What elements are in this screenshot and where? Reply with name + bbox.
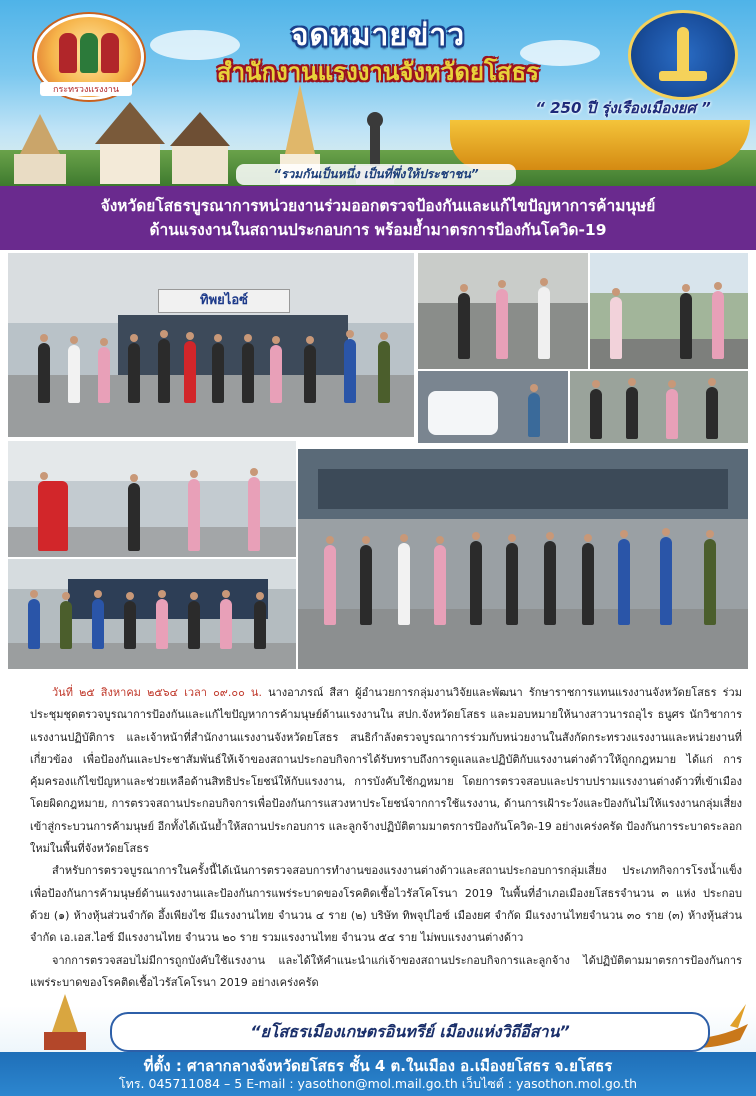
photo-group-factory	[298, 449, 748, 669]
article-date: วันที่ ๒๕ สิงหาคม ๒๕๖๔ เวลา ๐๙.๐๐ น.	[52, 686, 262, 699]
photo-group-front-of-shop	[8, 253, 414, 437]
photo-discussion-outside	[8, 441, 296, 557]
article-paragraph-1-text: นางอาภรณ์ สีสา ผู้อำนวยการกลุ่มงานวิจัยและพัฒนา รักษาราชการแทนแรงงานจังหวัดยโสธร ร่วมประชุมชุดตรวจบูรณาการป้องกันและแก้ไขปัญหาการค้ามนุษย์ด้านแรงงานใน สปก.จังหวัดยโสธร และมอบหมายให้นางสาวนารถอุไร ธนูศร นักวิชาการแรงงานปฏิบัติการ และเจ้าหน้าที่สำนักงานแรงงานจังหวัดยโสธร สนธิกำลังตรวจบูรณาการร่วมกับหน่วยงานในสังกัดกระทรวงแรงงานและหน่วยงานที่เกี่ยวข้อง เพื่อป้องกันและประชาสัมพันธ์ให้เจ้าของสถานประกอบกิจการได้รับทราบถึงการดูแลและปฏิบัติกับแรงงานต่างด้าวให้ถูกกฎหมาย ได้แก่ การคุ้มครองแก้ไขปัญหาและช่วยเหลือด้านสิทธิประโยชน์ให้กับแรงงาน, การบังคับใช้กฎหมาย โดยการตรวจสอบและปราบปรามแรงงานต่างด้าวที่เข้าเมืองโดยผิดกฎหมาย, การตรวจสถานประกอบกิจการเพื่อป้องกันการแสวงหาประโยชน์จากการใช้แรงงาน, ด้านการเฝ้าระวังและป้องกันไม่ให้แรงงานกลุ่มเสี่ยงเข้าสู่กระบวนการค้ามนุษย์ อีกทั้งได้เน้นย้ำให้สถานประกอบการ และลูกจ้างปฏิบัติตามมาตรการป้องกันโควิด-19 อย่างเคร่งครัด ป้องกันการระบาดระลอกใหม่ในพื้นที่จังหวัดยโสธร	[30, 686, 742, 856]
newsletter-title: จดหมายข่าว	[290, 18, 466, 53]
photo-group-building	[8, 559, 296, 669]
photo-ice-bags	[418, 371, 568, 443]
province-slogan: “ยโสธรเมืองเกษตรอินทรีย์ เมืองแห่งวิถีอีสาน”	[110, 1012, 710, 1052]
article-paragraph-3: จากการตรวจสอบไม่มีการถูกบังคับใช้แรงงาน และได้ให้คำแนะนำแก่เจ้าของสถานประกอบกิจการและลูกจ้าง ได้ปฏิบัติตามมาตรการป้องกันการแพร่ระบาดของโรคติดเชื้อไวรัสโคโรนา 2019 อย่างเคร่งครัด	[30, 953, 742, 989]
header-banner	[0, 0, 756, 186]
photo-collage	[8, 253, 748, 669]
contact-info: โทร. 045711084 – 5 E-mail : yasothon@mol.mail.go.th เว็บไซต์ : yasothon.mol.go.th	[118, 1076, 638, 1091]
office-name: สำนักงานแรงงานจังหวัดยโสธร	[216, 58, 540, 86]
headline-line-1: จังหวัดยโสธรบูรณาการหน่วยงานร่วมออกตรวจป้องกันและแก้ไขปัญหาการค้ามนุษย์	[100, 197, 656, 215]
article-paragraph-1	[30, 682, 742, 860]
photo-outdoor-interview	[590, 253, 748, 369]
office-address: ที่ตั้ง : ศาลากลางจังหวัดยโสธร ชั้น 4 ต.ในเมือง อ.เมืองยโสธร จ.ยโสธร	[143, 1057, 613, 1075]
office-motto: “รวมกันเป็นหนึ่ง เป็นที่พึ่งให้ประชาชน”	[236, 164, 516, 185]
article-paragraph-2: สำหรับการตรวจบูรณาการในครั้งนี้ได้เน้นการตรวจสอบการทำงานของแรงงานต่างด้าวและสถานประกอบการกลุ่มเสี่ยง ประเภทกิจการโรงน้ำแข็ง เพื่อป้องกันการค้ามนุษย์ด้านแรงงานและป้องกันการแพร่ระบาดของโรคติดเชื้อไวรัสโคโรนา 2019 ในพื้นที่อำเภอเมืองยโสธรจำนวน ๓ แห่ง ประกอบด้วย (๑) ห้างหุ้นส่วนจำกัด อึ้งเพียงไซ มีแรงงานไทย จำนวน ๔ ราย (๒) บริษัท ทิพจุปไอซ์ เมืองยศ จำกัด มีแรงงานไทยจำนวน ๓๐ ราย (๓) ห้างหุ้นส่วนจำกัด เอ.เอส.ไอซ์ มีแรงงานไทย จำนวน ๒๐ ราย รวมแรงงานไทย จำนวน ๕๔ ราย ไม่พบแรงงานต่างด้าว	[30, 864, 742, 945]
ministry-logo-caption: กระทรวงแรงงาน	[40, 82, 132, 96]
headline-line-2: ด้านแรงงานในสถานประกอบการ พร้อมย้ำมาตรการป้องกันโควิด-19	[149, 221, 607, 239]
shop-sign: ทิพยไอซ์	[158, 289, 290, 313]
anniversary-slogan: “ 250 ปี รุ่งเรืองเมืองยศ ”	[535, 99, 711, 117]
photo-interior-inspection	[418, 253, 588, 369]
photo-group-documents	[570, 371, 748, 443]
naga-boat-illustration	[450, 120, 750, 170]
headline-bar	[0, 186, 756, 250]
temple-icon	[30, 992, 100, 1052]
article-body	[30, 682, 742, 994]
footer-contact-bar	[0, 1052, 756, 1096]
